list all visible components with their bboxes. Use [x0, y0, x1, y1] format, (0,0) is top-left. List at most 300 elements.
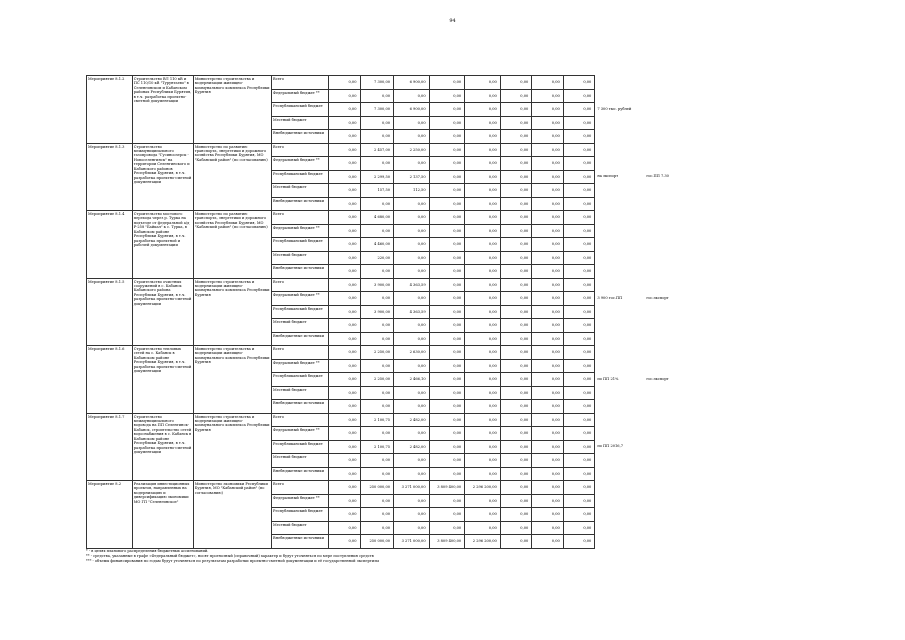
amount-cell: 0,00 [532, 292, 564, 306]
amount-cell: 0,00 [394, 386, 430, 400]
amount-cell: 0,00 [328, 386, 360, 400]
amount-cell: 0,00 [429, 319, 465, 333]
amount-cell: 0,00 [563, 130, 595, 144]
annotation-primary: 7 300 тыс. рублей [597, 106, 632, 111]
amount-cell: 0,00 [465, 211, 501, 225]
amount-cell: 0,00 [563, 197, 595, 211]
funding-source-cell: Республиканский бюджет [272, 508, 329, 522]
amount-cell: 0,00 [465, 224, 501, 238]
amount-cell: 0,00 [328, 440, 360, 454]
funding-source-cell: Внебюджетные источники [272, 265, 329, 279]
amount-cell: 0,00 [394, 508, 430, 522]
amount-cell: 0,00 [500, 413, 532, 427]
annotation-cell [595, 170, 669, 184]
amount-cell: 0,00 [563, 143, 595, 157]
amount-cell: 2 100,75 [360, 413, 394, 427]
footnote-3: *** - объемы финансирования по годам будут уточняться по результатам разработки проектно-сметной документации и её государственной экспертизы [86, 559, 379, 563]
annotation-cell [595, 454, 628, 468]
amount-cell: 0,00 [532, 130, 564, 144]
amount-cell: 0,00 [532, 89, 564, 103]
amount-cell: 0,00 [328, 332, 360, 346]
amount-cell: 0,00 [500, 346, 532, 360]
annotation-cell [595, 130, 628, 144]
table-row [87, 76, 628, 90]
amount-cell: 0,00 [532, 521, 564, 535]
amount-cell: 0,00 [532, 400, 564, 414]
amount-cell: 0,00 [532, 184, 564, 198]
amount-cell: 0,00 [465, 238, 501, 252]
amount-cell: 0,00 [360, 130, 394, 144]
funding-source-cell: Местный бюджет [272, 184, 329, 198]
amount-cell: 0,00 [429, 265, 465, 279]
amount-cell: 0,00 [500, 305, 532, 319]
amount-cell: 0,00 [328, 103, 360, 117]
amount-cell: 0,00 [394, 521, 430, 535]
amount-cell: 0,00 [328, 184, 360, 198]
amount-cell: 0,00 [394, 427, 430, 441]
executor-cell: Министерство строительства и модернизации жилищно-коммунального комплекса Республики Бурятия [193, 278, 271, 346]
budget-table [86, 75, 669, 549]
amount-cell: 0,00 [563, 170, 595, 184]
amount-cell: 0,00 [563, 386, 595, 400]
table-row [87, 278, 628, 292]
amount-cell: 0,00 [563, 89, 595, 103]
amount-cell: 3 271 000,00 [394, 481, 430, 495]
amount-cell: 0,00 [465, 400, 501, 414]
amount-cell: 0,00 [465, 170, 501, 184]
amount-cell: 0,00 [532, 265, 564, 279]
executor-cell: Министерство строительства и модернизации жилищно-коммунального комплекса Республики Бурятия [193, 346, 271, 414]
funding-source-cell: Местный бюджет [272, 521, 329, 535]
funding-source-cell: Внебюджетные источники [272, 467, 329, 481]
funding-source-cell: Местный бюджет [272, 319, 329, 333]
amount-cell: 0,00 [328, 170, 360, 184]
amount-cell: 0,00 [465, 346, 501, 360]
amount-cell: 0,00 [465, 373, 501, 387]
amount-cell: 0,00 [328, 116, 360, 130]
amount-cell: 0,00 [465, 427, 501, 441]
amount-cell: 0,00 [465, 521, 501, 535]
amount-cell: 0,00 [532, 197, 564, 211]
amount-cell: 0,00 [394, 211, 430, 225]
amount-cell: 0,00 [532, 305, 564, 319]
amount-cell: 0,00 [429, 170, 465, 184]
annotation-cell [595, 224, 628, 238]
annotation-primary: по ПП 21% [597, 376, 619, 381]
amount-cell: 0,00 [360, 116, 394, 130]
amount-cell: 0,00 [360, 332, 394, 346]
amount-cell: 0,00 [563, 346, 595, 360]
amount-cell: 0,00 [465, 184, 501, 198]
amount-cell: 0,00 [500, 508, 532, 522]
amount-cell: 0,00 [328, 143, 360, 157]
amount-cell: 0,00 [328, 89, 360, 103]
amount-cell: 0,00 [563, 157, 595, 171]
executor-cell: Министерство экономики Республики Бурятия, МО "Кабанский район" (по согласованию) [193, 481, 271, 549]
amount-cell: 0,00 [465, 386, 501, 400]
amount-cell: 0,00 [500, 157, 532, 171]
amount-cell: 0,00 [328, 346, 360, 360]
funding-source-cell: Республиканский бюджет [272, 170, 329, 184]
measure-code-cell: Мероприятие 8.1.3 [87, 143, 133, 211]
annotation-cell [595, 292, 669, 306]
measure-name-cell: Строительство межмуниципального водовода на ПП Селенгинск-Кабанск, строительство сетей водоснабжения в с. Кабанск в Кабанском районе Республики Бурятия, в т.ч. разработка проектно-сметной документации [132, 413, 193, 481]
annotation-cell [595, 265, 628, 279]
amount-cell: 0,00 [532, 454, 564, 468]
amount-cell: 0,00 [394, 292, 430, 306]
amount-cell: 0,00 [563, 278, 595, 292]
funding-source-cell: Всего [272, 413, 329, 427]
funding-source-cell: Местный бюджет [272, 386, 329, 400]
amount-cell: 0,00 [429, 400, 465, 414]
amount-cell: 0,00 [532, 251, 564, 265]
amount-cell: 0,00 [360, 359, 394, 373]
amount-cell: 0,00 [394, 359, 430, 373]
annotation-cell [595, 386, 628, 400]
amount-cell: 2 250,00 [394, 143, 430, 157]
amount-cell: 0,00 [394, 494, 430, 508]
annotation-cell [595, 521, 628, 535]
annotation-secondary: гос.экспорт [646, 295, 669, 300]
amount-cell: 0,00 [360, 224, 394, 238]
amount-cell: 0,00 [500, 494, 532, 508]
amount-cell: 3 900,00 [360, 305, 394, 319]
amount-cell: 0,00 [532, 103, 564, 117]
table-row [87, 413, 628, 427]
funding-source-cell: Всего [272, 211, 329, 225]
amount-cell: 0,00 [563, 535, 595, 549]
measure-code-cell: Мероприятие 8.1.4 [87, 211, 133, 279]
amount-cell: 0,00 [532, 143, 564, 157]
amount-cell: 0,00 [429, 278, 465, 292]
amount-cell: 0,00 [563, 467, 595, 481]
amount-cell: 2 296 200,00 [465, 535, 501, 549]
amount-cell: 2 296 200,00 [465, 481, 501, 495]
annotation-cell [595, 413, 628, 427]
executor-cell: Министерство по развитию транспорта, энергетики и дорожного хозяйства Республики Бурятия, МО "Кабанский район" (по согласованию) [193, 211, 271, 279]
amount-cell: 0,00 [532, 386, 564, 400]
amount-cell: 0,00 [532, 508, 564, 522]
annotation-cell [595, 76, 628, 90]
amount-cell: 0,00 [563, 103, 595, 117]
amount-cell: 0,00 [328, 494, 360, 508]
amount-cell: 0,00 [532, 413, 564, 427]
amount-cell: 0,00 [563, 359, 595, 373]
funding-source-cell: Внебюджетные источники [272, 332, 329, 346]
footnote-1: * - в целях планового распределения бюджетных ассигнований. [86, 549, 209, 553]
amount-cell: 0,00 [465, 359, 501, 373]
amount-cell: 0,00 [500, 143, 532, 157]
executor-cell: Министерство строительства и модернизации жилищно-коммунального комплекса Республики Бурятия [193, 76, 271, 144]
measure-code-cell: Мероприятие 8.1.2 [87, 76, 133, 144]
funding-source-cell: Местный бюджет [272, 454, 329, 468]
annotation-cell [595, 319, 628, 333]
annotation-primary: по ПП 2016,7 [597, 444, 624, 448]
amount-cell: 0,00 [500, 251, 532, 265]
amount-cell: 0,00 [429, 143, 465, 157]
amount-cell: 0,00 [429, 427, 465, 441]
funding-source-cell: Федеральный бюджет ** [272, 224, 329, 238]
amount-cell: 2 482,00 [394, 440, 430, 454]
amount-cell: 0,00 [465, 76, 501, 90]
amount-cell: 0,00 [465, 454, 501, 468]
amount-cell: 0,00 [465, 305, 501, 319]
annotation-cell [595, 373, 669, 387]
annotation-primary: 3 900 гос.ПП [597, 295, 623, 300]
table-row [87, 143, 628, 157]
amount-cell: 0,00 [500, 440, 532, 454]
funding-source-cell: Республиканский бюджет [272, 305, 329, 319]
amount-cell: 4 680,00 [360, 211, 394, 225]
funding-source-cell: Всего [272, 481, 329, 495]
amount-cell: 7 300,00 [360, 76, 394, 90]
amount-cell: 0,00 [532, 319, 564, 333]
amount-cell: 2 299,50 [360, 170, 394, 184]
amount-cell: 0,00 [360, 494, 394, 508]
funding-source-cell: Федеральный бюджет ** [272, 427, 329, 441]
amount-cell: 0,00 [532, 238, 564, 252]
amount-cell: 0,00 [394, 89, 430, 103]
funding-source-cell: Всего [272, 346, 329, 360]
funding-source-cell: Федеральный бюджет ** [272, 292, 329, 306]
amount-cell: 0,00 [429, 346, 465, 360]
funding-source-cell: Федеральный бюджет ** [272, 359, 329, 373]
amount-cell: 0,00 [500, 211, 532, 225]
amount-cell: 0,00 [394, 116, 430, 130]
amount-cell: 0,00 [500, 427, 532, 441]
table-row [87, 346, 628, 360]
amount-cell: 250 000,00 [360, 535, 394, 549]
amount-cell: 2 630,00 [394, 346, 430, 360]
amount-cell: 0,00 [394, 319, 430, 333]
amount-cell: 0,00 [394, 332, 430, 346]
amount-cell: 0,00 [360, 197, 394, 211]
amount-cell: 0,00 [563, 494, 595, 508]
table-row [87, 211, 628, 225]
amount-cell: 0,00 [500, 467, 532, 481]
amount-cell: 0,00 [563, 332, 595, 346]
amount-cell: 0,00 [429, 103, 465, 117]
annotation-cell [595, 346, 628, 360]
measure-name-cell: Строительство ВЛ 110 кВ и ПС 110/10 кВ "Турунтаево" в Селенгинском и Кабанском районах Республики Бурятия, в т.ч. разработка проектно-сметной документации [132, 76, 193, 144]
annotation-cell [595, 197, 628, 211]
funding-source-cell: Республиканский бюджет [272, 238, 329, 252]
amount-cell: 0,00 [328, 292, 360, 306]
amount-cell: 0,00 [500, 386, 532, 400]
amount-cell: 2 466,10 [394, 373, 430, 387]
amount-cell: 0,00 [500, 454, 532, 468]
annotation-cell [595, 251, 628, 265]
amount-cell: 0,00 [429, 116, 465, 130]
amount-cell: 0,00 [500, 359, 532, 373]
amount-cell: 0,00 [429, 224, 465, 238]
amount-cell: 0,00 [328, 535, 360, 549]
amount-cell: 6 900,00 [394, 76, 430, 90]
amount-cell: 0,00 [328, 76, 360, 90]
annotation-primary: на экспорт [597, 174, 619, 178]
amount-cell: 0,00 [429, 359, 465, 373]
amount-cell: 0,00 [532, 373, 564, 387]
amount-cell: 0,00 [563, 116, 595, 130]
amount-cell: 0,00 [360, 89, 394, 103]
measure-code-cell: Мероприятие 8.1.7 [87, 413, 133, 481]
amount-cell: 0,00 [500, 238, 532, 252]
amount-cell: 0,00 [360, 508, 394, 522]
amount-cell: 0,00 [429, 413, 465, 427]
amount-cell: 2 482,00 [394, 413, 430, 427]
amount-cell: 0,00 [328, 373, 360, 387]
amount-cell: 0,00 [500, 332, 532, 346]
amount-cell: 0,00 [429, 89, 465, 103]
amount-cell: 0,00 [394, 238, 430, 252]
annotation-cell [595, 103, 632, 117]
annotation-cell [595, 278, 628, 292]
amount-cell: 0,00 [328, 413, 360, 427]
amount-cell: 4 460,00 [360, 238, 394, 252]
amount-cell: 0,00 [328, 278, 360, 292]
measure-name-cell: Строительство очистных сооружений в с. Кабанск Кабанского района Республики Бурятия, в т.ч. разработка проектно-сметной документации [132, 278, 193, 346]
amount-cell: 0,00 [328, 197, 360, 211]
amount-cell: 0,00 [394, 400, 430, 414]
amount-cell: 0,00 [328, 211, 360, 225]
amount-cell: 0,00 [429, 305, 465, 319]
page-number: 94 [449, 18, 456, 24]
amount-cell: 0,00 [532, 481, 564, 495]
amount-cell: 0,00 [500, 89, 532, 103]
amount-cell: 0,00 [500, 521, 532, 535]
annotation-cell [595, 238, 628, 252]
amount-cell: 0,00 [429, 130, 465, 144]
amount-cell: 0,00 [465, 494, 501, 508]
amount-cell: 0,00 [360, 265, 394, 279]
amount-cell: 0,00 [429, 373, 465, 387]
annotation-cell [595, 494, 628, 508]
measure-name-cell: Строительство межмуниципального газопровода "Гусиноозерск - Новоселенгинск" на территории Селенгинского и Кабанского районов Республики Бурятия, в т.ч. разработка проектно-сметной документации [132, 143, 193, 211]
amount-cell: 0,00 [500, 76, 532, 90]
annotation-cell [595, 427, 628, 441]
amount-cell: 0,00 [500, 116, 532, 130]
funding-source-cell: Внебюджетные источники [272, 130, 329, 144]
amount-cell: 0,00 [394, 251, 430, 265]
funding-source-cell: Всего [272, 278, 329, 292]
annotation-cell [595, 116, 628, 130]
amount-cell: 3 809 400,00 [429, 481, 465, 495]
funding-source-cell: Местный бюджет [272, 116, 329, 130]
amount-cell: 0,00 [500, 197, 532, 211]
amount-cell: 0,00 [532, 224, 564, 238]
annotation-cell [595, 467, 628, 481]
amount-cell: 0,00 [465, 143, 501, 157]
amount-cell: 0,00 [532, 427, 564, 441]
amount-cell: 0,00 [465, 265, 501, 279]
amount-cell: 0,00 [532, 211, 564, 225]
amount-cell: 0,00 [429, 211, 465, 225]
amount-cell: 0,00 [563, 413, 595, 427]
amount-cell: 0,00 [328, 224, 360, 238]
funding-source-cell: Республиканский бюджет [272, 373, 329, 387]
amount-cell: 0,00 [328, 521, 360, 535]
funding-source-cell: Федеральный бюджет ** [272, 89, 329, 103]
amount-cell: 0,00 [429, 454, 465, 468]
annotation-secondary: гос.экспорт [646, 376, 669, 381]
annotation-cell [595, 400, 628, 414]
amount-cell: 0,00 [500, 373, 532, 387]
amount-cell: 0,00 [465, 130, 501, 144]
amount-cell: 0,00 [328, 400, 360, 414]
amount-cell: 0,00 [429, 157, 465, 171]
executor-cell: Министерство по развитию транспорта, энергетики и дорожного хозяйства Республики Бурятия, МО "Кабанский район" (по согласованию) [193, 143, 271, 211]
amount-cell: 0,00 [360, 292, 394, 306]
annotation-cell [595, 332, 628, 346]
amount-cell: 0,00 [532, 359, 564, 373]
measure-name-cell: Строительство мостового перехода через р. Турка на подъезде от федеральной а/д Р-258 "Байкал" к с. Турка, в Кабанском районе Республики Бурятия, в т.ч. разработка проектной и рабочей документации [132, 211, 193, 279]
amount-cell: 0,00 [532, 440, 564, 454]
table-row [87, 481, 628, 495]
amount-cell: 0,00 [500, 103, 532, 117]
annotation-cell [595, 359, 628, 373]
amount-cell: 6 900,00 [394, 103, 430, 117]
amount-cell: 0,00 [465, 278, 501, 292]
amount-cell: 0,00 [360, 157, 394, 171]
amount-cell: 0,00 [563, 521, 595, 535]
amount-cell: 4 363,59 [394, 278, 430, 292]
measure-code-cell: Мероприятие 8.1.6 [87, 346, 133, 414]
amount-cell: 2 250,00 [360, 346, 394, 360]
amount-cell: 0,00 [563, 211, 595, 225]
funding-source-cell: Федеральный бюджет ** [272, 157, 329, 171]
amount-cell: 0,00 [394, 454, 430, 468]
measure-code-cell: Мероприятие 8.1.5 [87, 278, 133, 346]
amount-cell: 157,50 [360, 184, 394, 198]
amount-cell: 0,00 [500, 481, 532, 495]
amount-cell: 0,00 [532, 494, 564, 508]
amount-cell: 0,00 [532, 467, 564, 481]
amount-cell: 0,00 [394, 467, 430, 481]
funding-source-cell: Внебюджетные источники [272, 400, 329, 414]
amount-cell: 0,00 [328, 130, 360, 144]
amount-cell: 2 250,00 [360, 373, 394, 387]
amount-cell: 0,00 [429, 508, 465, 522]
amount-cell: 0,00 [328, 467, 360, 481]
amount-cell: 0,00 [465, 508, 501, 522]
amount-cell: 0,00 [563, 454, 595, 468]
amount-cell: 0,00 [465, 116, 501, 130]
funding-source-cell: Местный бюджет [272, 251, 329, 265]
amount-cell: 0,00 [429, 251, 465, 265]
amount-cell: 4 363,59 [394, 305, 430, 319]
amount-cell: 0,00 [500, 265, 532, 279]
amount-cell: 2 137,50 [394, 170, 430, 184]
amount-cell: 0,00 [465, 89, 501, 103]
amount-cell: 0,00 [532, 535, 564, 549]
amount-cell: 0,00 [429, 76, 465, 90]
amount-cell: 0,00 [465, 467, 501, 481]
amount-cell: 0,00 [429, 184, 465, 198]
amount-cell: 0,00 [465, 292, 501, 306]
funding-source-cell: Всего [272, 76, 329, 90]
annotation-cell [595, 481, 628, 495]
amount-cell: 0,00 [465, 103, 501, 117]
amount-cell: 0,00 [394, 224, 430, 238]
amount-cell: 0,00 [465, 197, 501, 211]
amount-cell: 0,00 [360, 400, 394, 414]
funding-source-cell: Федеральный бюджет ** [272, 494, 329, 508]
measure-code-cell: Мероприятие 8.2 [87, 481, 133, 549]
amount-cell: 0,00 [500, 224, 532, 238]
amount-cell: 0,00 [500, 535, 532, 549]
amount-cell: 0,00 [429, 386, 465, 400]
amount-cell: 0,00 [563, 319, 595, 333]
